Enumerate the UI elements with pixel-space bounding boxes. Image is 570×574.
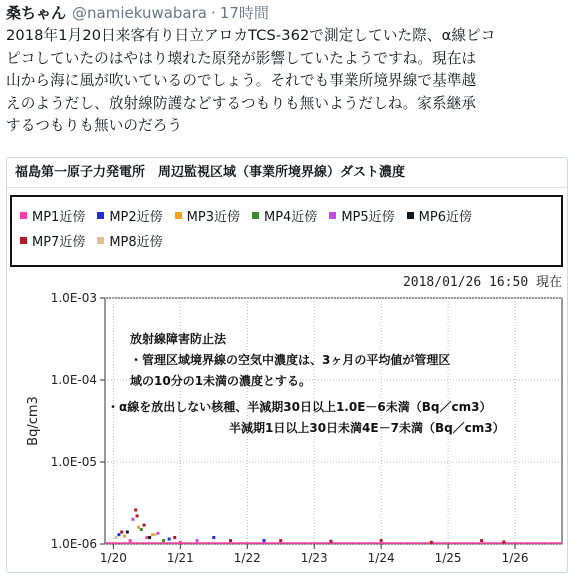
data-point [212, 536, 215, 539]
data-point [229, 539, 232, 542]
data-point [151, 533, 154, 536]
tweet-text-line: ピコしていたのはやはり壊れた原発が影響していたようですね。現在は [6, 49, 477, 67]
data-point [145, 536, 148, 539]
x-tick-label: 1/25 [434, 551, 462, 565]
x-tick-label: 1/24 [367, 551, 395, 565]
data-point [502, 540, 505, 543]
tweet-text [6, 25, 562, 138]
tweet-time[interactable]: 17時間 [219, 4, 269, 22]
tweet-text-line: 2018年1月20日来客有り日立アロカTCS-362で測定していた際、α線ピコ [6, 27, 496, 44]
data-point [126, 531, 129, 534]
tweet-image-card[interactable] [6, 157, 568, 573]
legend-label: MP2近傍 [109, 209, 163, 225]
data-point [129, 539, 132, 542]
tweet-text-line: えのようだし、放射線防護などするつもりも無いようだしね。家系継承 [6, 94, 477, 112]
data-point [430, 541, 433, 544]
data-point [143, 524, 146, 527]
data-point [162, 539, 165, 542]
x-tick-label: 1/21 [166, 551, 194, 565]
data-point [156, 532, 159, 535]
author-name[interactable]: 桑ちゃん [6, 4, 67, 22]
legend-label: MP5近傍 [341, 209, 395, 225]
data-point [179, 541, 182, 544]
x-tick-label: 1/22 [233, 551, 261, 565]
data-point [120, 531, 123, 534]
y-tick-label: 1.0E-03 [50, 291, 97, 305]
chart-timestamp: 2018/01/26 16:50 現在 [402, 275, 562, 290]
data-point [154, 533, 157, 536]
author-handle[interactable]: @namiekuwabara [72, 4, 207, 22]
legend-label: MP7近傍 [32, 234, 86, 250]
data-point [148, 536, 151, 539]
data-point [134, 508, 137, 511]
x-tick-label: 1/26 [501, 551, 529, 565]
data-point [480, 539, 483, 542]
tweet-text-line: するつもりも無いのだろう [6, 117, 183, 134]
chart-title: 福島第一原子力発電所 周辺監視区域（事業所境界線）ダスト濃度 [7, 158, 567, 188]
legend-label: MP6近傍 [418, 209, 472, 225]
annotation-limit-1to30days: 半減期1日以上30日未満4E－7未満（Bq／cm3） [229, 421, 505, 435]
data-point [329, 540, 332, 543]
data-point [136, 514, 139, 517]
data-point [140, 528, 143, 531]
y-tick-label: 1.0E-04 [50, 373, 97, 387]
tweet-header [6, 2, 269, 24]
data-point [196, 539, 199, 542]
annotation-boundary-rule: ・管理区域境界線の空気中濃度は、3ヶ月の平均値が管理区 [130, 353, 451, 367]
data-point [117, 533, 120, 536]
header-separator: · [211, 4, 216, 22]
legend-label: MP1近傍 [32, 209, 86, 225]
tweet-text-line: 山から海に風が吹いているのでしょう。それでも事業所境界線で基準越 [6, 72, 477, 89]
data-point [173, 536, 176, 539]
x-tick-label: 1/20 [99, 551, 127, 565]
y-axis-label: Bq/cm3 [26, 396, 41, 446]
legend-label: MP3近傍 [186, 209, 240, 225]
data-point [262, 539, 265, 542]
legend-label: MP4近傍 [263, 209, 318, 225]
annotation-boundary-rule-cont: 域の10分の1未満の濃度とする。 [130, 374, 312, 388]
data-point [380, 539, 383, 542]
annotation-law-title: 放射線障害防止法 [130, 332, 227, 346]
annotation-limit-30days: ・α線を放出しない核種、半減期30日以上1.0E－6未満（Bq／cm3） [107, 400, 492, 414]
x-tick-label: 1/23 [300, 551, 328, 565]
data-point [131, 518, 134, 521]
data-point [115, 536, 118, 539]
data-point [279, 539, 282, 542]
y-tick-label: 1.0E-05 [50, 455, 97, 469]
legend-label: MP8近傍 [109, 234, 163, 250]
data-point [168, 538, 171, 541]
data-point [137, 526, 140, 529]
data-point [123, 535, 126, 538]
y-tick-label: 1.0E-06 [50, 537, 97, 551]
